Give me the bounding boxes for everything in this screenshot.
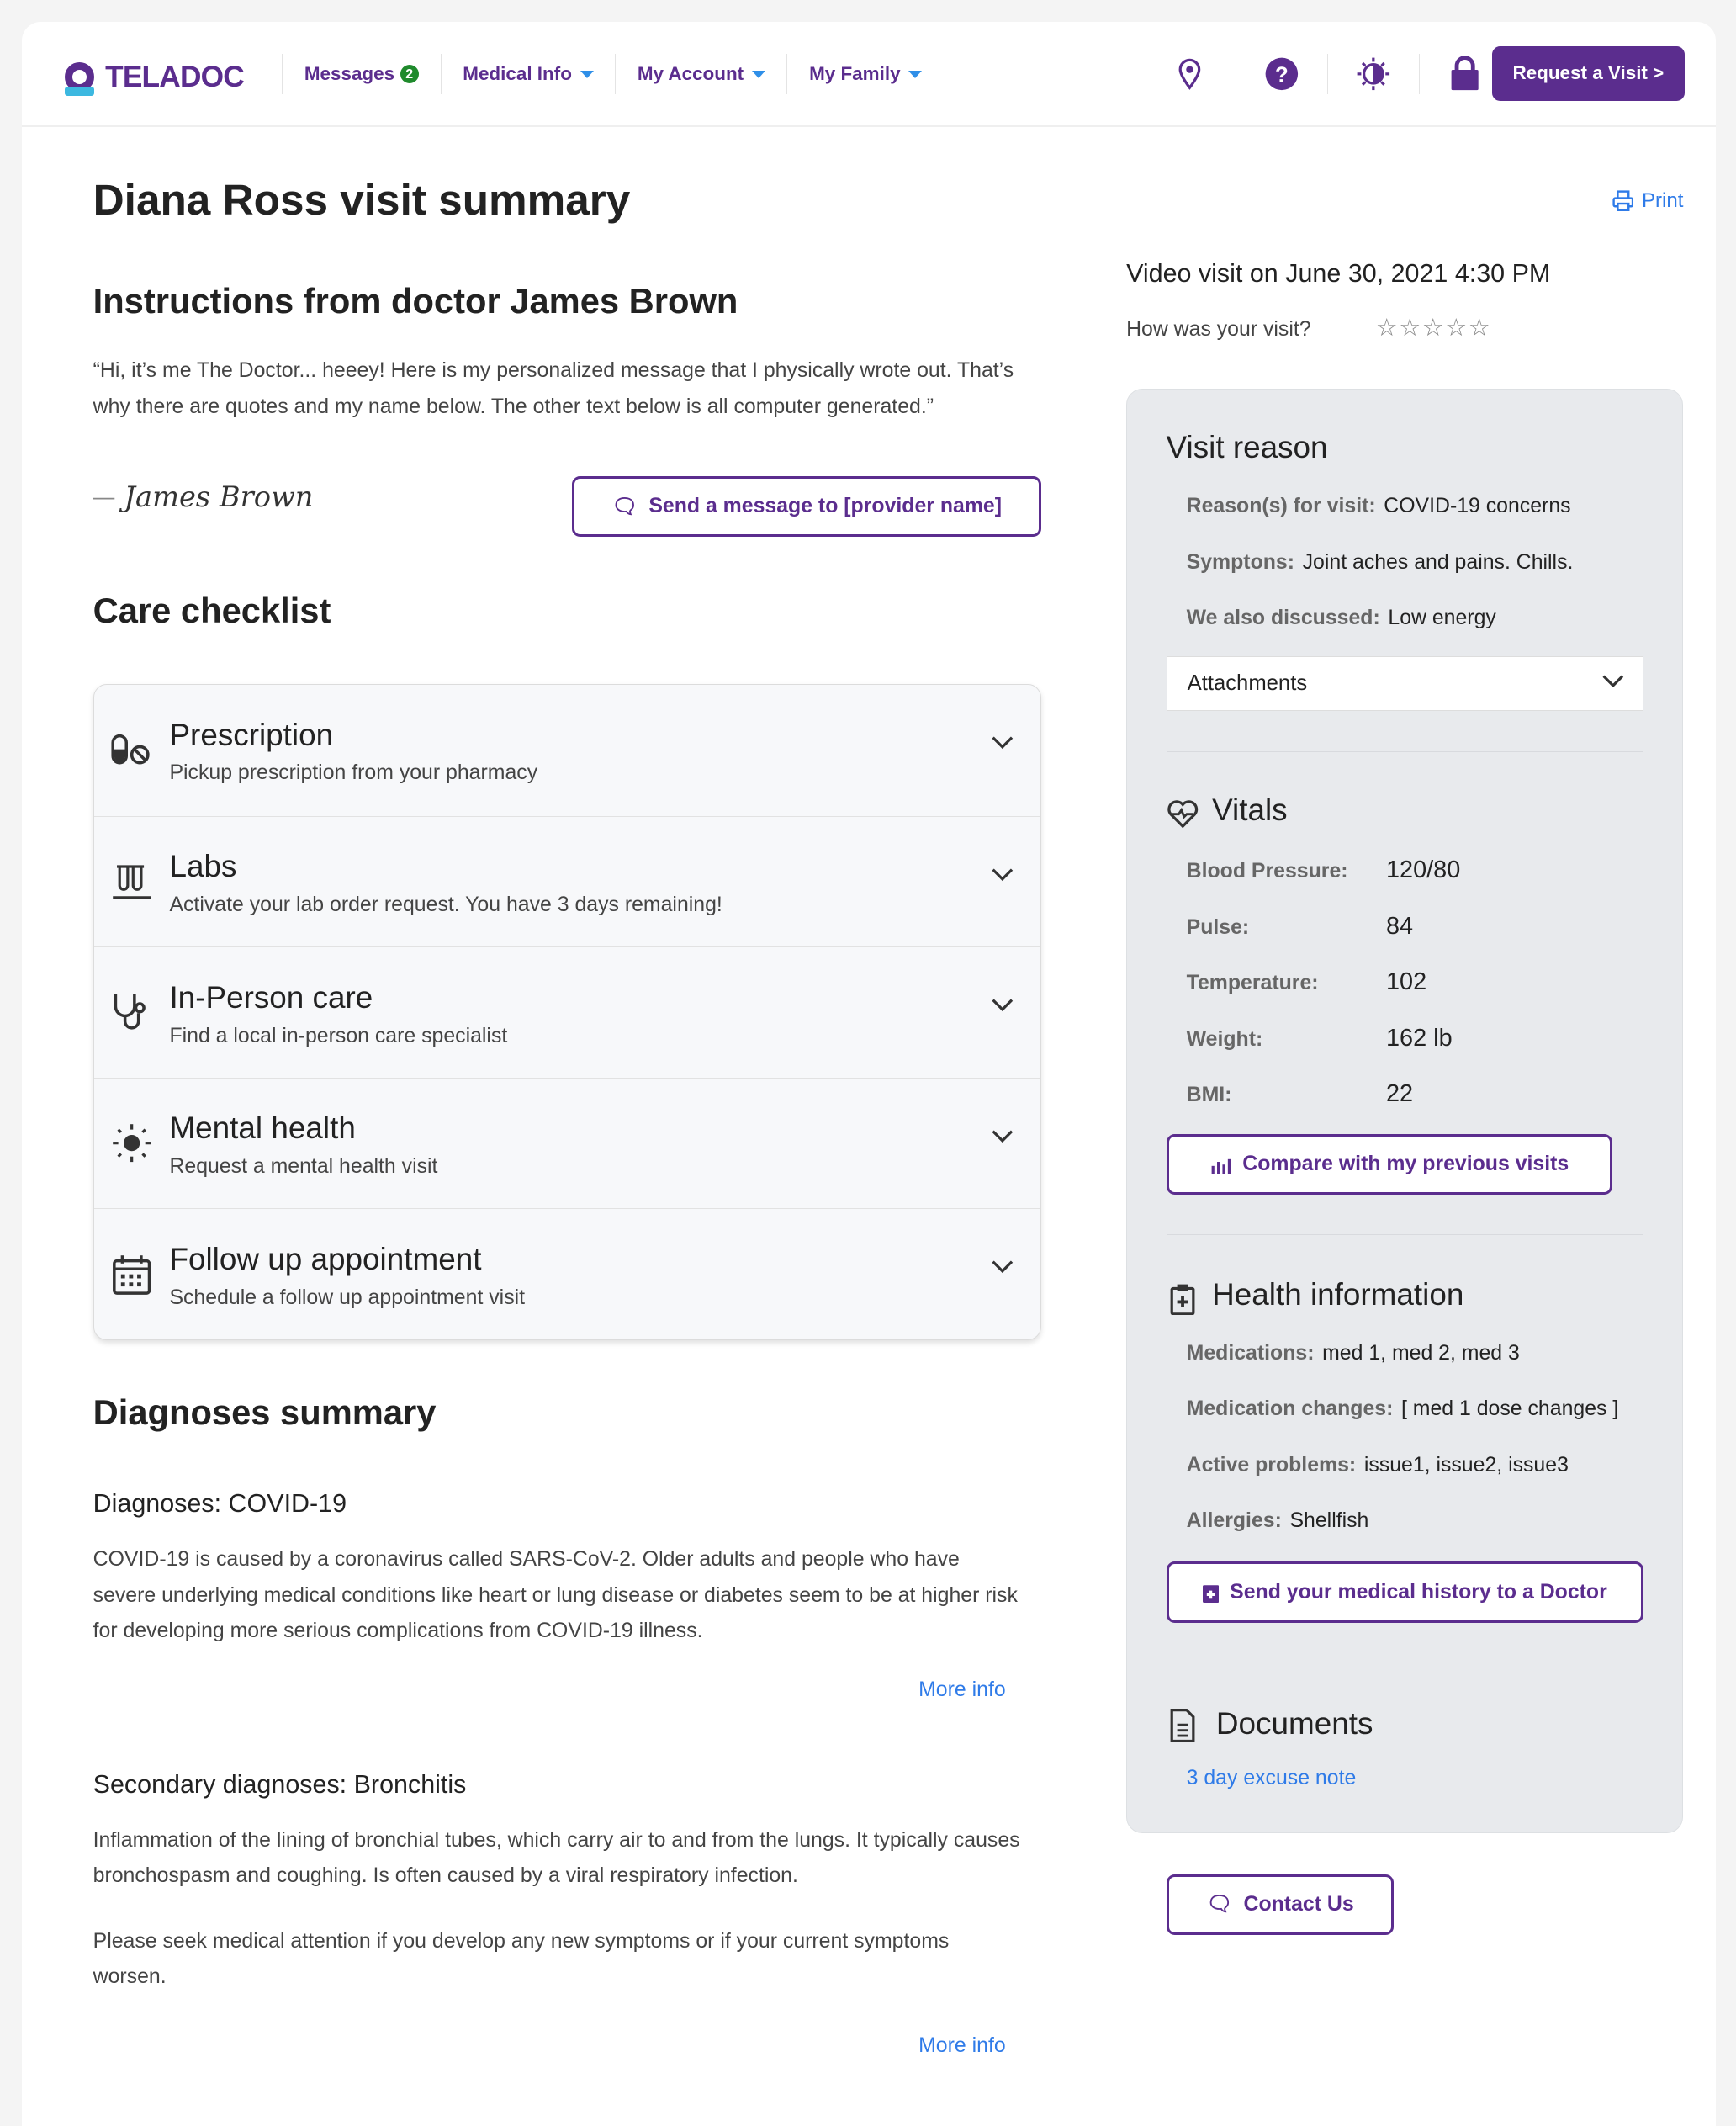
chevron-down-icon: [992, 1260, 1014, 1274]
logo-text: TELADOC: [105, 60, 244, 93]
checklist-item-in-person-care[interactable]: [94, 946, 1040, 1078]
button-label: Contact Us: [1243, 1892, 1354, 1916]
clipboard-medical-icon: [1169, 1283, 1196, 1315]
top-nav: [22, 22, 1716, 127]
chevron-down-icon: [992, 1130, 1014, 1143]
checklist-item-prescription[interactable]: [94, 685, 1040, 816]
health-row: [1187, 1509, 1369, 1533]
nav-label: My Account: [637, 63, 744, 85]
location-pin-icon[interactable]: [1144, 54, 1236, 94]
pill-icon: [110, 728, 153, 771]
button-label: Send a message to [provider name]: [648, 495, 1003, 518]
vital-label: Pulse:: [1186, 916, 1250, 940]
nav-label: Medical Info: [463, 63, 572, 85]
signature-dash: —: [93, 485, 115, 510]
checklist-item-mental-health[interactable]: [94, 1078, 1040, 1209]
caret-down-icon: [908, 71, 922, 78]
caret-down-icon: [752, 71, 765, 78]
request-visit-button[interactable]: Request a Visit >: [1492, 46, 1685, 102]
row-label: Medication changes:: [1186, 1397, 1394, 1420]
row-label: We also discussed:: [1186, 607, 1380, 630]
vital-value: 120/80: [1385, 856, 1461, 883]
star-icon[interactable]: ☆: [1399, 315, 1422, 342]
primary-diagnosis-text: COVID-19 is caused by a coronavirus called SARS-CoV-2. Older adults and people who have severe underlying medical conditions like heart or lung disease or diabetes seem to be at higher risk for developing more serious complications from COVID-19 illness.: [93, 1548, 1018, 1643]
sun-icon: [110, 1121, 153, 1164]
vital-row: [1187, 1025, 1453, 1052]
star-rating[interactable]: [1376, 313, 1491, 342]
chevron-down-icon: [1602, 675, 1624, 688]
secondary-diagnosis: Secondary diagnoses: Bronchitis: [93, 1770, 467, 1800]
vital-value: 162 lb: [1385, 1025, 1453, 1052]
star-icon[interactable]: ☆: [1375, 315, 1400, 342]
instructions-heading: Instructions from doctor James Brown: [93, 280, 738, 321]
primary-diagnosis: Diagnoses: COVID-19: [93, 1489, 347, 1519]
nav-label: Messages: [304, 63, 395, 85]
chevron-down-icon: [992, 868, 1014, 882]
chat-bubble-icon: 🗨: [611, 495, 638, 518]
star-icon[interactable]: ☆: [1468, 315, 1492, 342]
item-title: Labs: [169, 849, 237, 884]
logo-bar: [65, 87, 94, 96]
item-title: Prescription: [169, 717, 334, 752]
checklist-item-follow-up[interactable]: [94, 1208, 1040, 1339]
nav-messages[interactable]: [282, 54, 440, 94]
health-row: [1187, 1397, 1619, 1421]
row-value: Joint aches and pains. Chills.: [1302, 551, 1574, 575]
documents-heading: Documents: [1215, 1706, 1373, 1742]
svg-text:?: ?: [1275, 63, 1289, 87]
health-row: [1187, 1454, 1569, 1477]
doctor-message: “Hi, it’s me The Doctor... heeey! Here is my personalized message that I physically wrote out. That’s why there are quotes and my name below. The other text below is all computer generated.”: [93, 359, 1014, 418]
button-label: Compare with my previous visits: [1242, 1153, 1569, 1176]
clipboard-icon: [1203, 1583, 1219, 1603]
compare-visits-button[interactable]: [1167, 1134, 1613, 1195]
more-info-link-2[interactable]: More info: [918, 2034, 1006, 2058]
item-subtitle: Activate your lab order request. You have 3 days remaining!: [169, 893, 722, 917]
health-row: [1187, 1342, 1520, 1365]
page-card: [22, 22, 1716, 2126]
item-title: Follow up appointment: [169, 1241, 482, 1276]
divider: [1167, 751, 1644, 753]
nav-my-account[interactable]: [615, 54, 786, 94]
vital-label: BMI:: [1186, 1083, 1232, 1106]
vital-label: Blood Pressure:: [1186, 859, 1348, 883]
row-label: Active problems:: [1186, 1454, 1357, 1477]
item-subtitle: Request a mental health visit: [169, 1155, 438, 1179]
star-icon[interactable]: ☆: [1445, 315, 1469, 342]
header-icons: [1144, 54, 1511, 94]
print-label: Print: [1641, 188, 1684, 212]
nav-medical-info[interactable]: [441, 54, 616, 94]
chevron-down-icon: [992, 736, 1014, 750]
visit-date: Video visit on June 30, 2021 4:30 PM: [1126, 258, 1551, 288]
row-label: Symptons:: [1186, 551, 1295, 575]
seek-attention-text: Please seek medical attention if you develop any new symptoms or if your current symptoms worsen.: [93, 1929, 950, 1989]
attachments-label: Attachments: [1187, 671, 1308, 695]
vitals-heading: Vitals: [1212, 793, 1288, 828]
vital-row: [1187, 913, 1413, 941]
care-checklist-heading: Care checklist: [93, 591, 331, 631]
printer-icon: [1612, 190, 1634, 212]
diagnoses-heading: Diagnoses summary: [93, 1392, 437, 1432]
row-value: Low energy: [1388, 607, 1496, 630]
discussed-row: [1187, 607, 1496, 630]
nav-label: My Family: [809, 63, 901, 85]
health-info-heading: Health information: [1212, 1277, 1464, 1312]
nav-my-family[interactable]: [786, 54, 943, 94]
reasons-row: [1187, 495, 1571, 518]
doctor-signature: James Brown: [124, 480, 314, 513]
row-value: med 1, med 2, med 3: [1322, 1342, 1520, 1365]
contrast-theme-icon[interactable]: [1327, 54, 1419, 94]
care-checklist: [93, 684, 1041, 1340]
chart-icon: [1210, 1155, 1232, 1174]
vital-label: Weight:: [1186, 1028, 1263, 1052]
main-nav: [282, 54, 944, 94]
row-label: Medications:: [1186, 1342, 1315, 1365]
chevron-down-icon: [992, 999, 1014, 1012]
row-label: Allergies:: [1186, 1508, 1282, 1532]
send-medical-history-button[interactable]: [1167, 1561, 1644, 1622]
vital-value: 84: [1385, 913, 1414, 941]
symptoms-row: [1187, 551, 1574, 575]
vital-row: [1187, 968, 1427, 996]
teladoc-logo[interactable]: [65, 49, 244, 92]
rating-label: How was your visit?: [1126, 318, 1311, 342]
test-tubes-icon: [110, 860, 153, 903]
chat-bubble-icon: 🗨: [1206, 1893, 1233, 1917]
help-icon[interactable]: [1236, 54, 1327, 94]
item-title: In-Person care: [169, 979, 373, 1015]
calendar-icon: [110, 1253, 153, 1296]
button-label: Send your medical history to a Doctor: [1230, 1580, 1607, 1604]
send-message-button[interactable]: [572, 476, 1041, 537]
row-value: [ med 1 dose changes ]: [1400, 1397, 1619, 1420]
excuse-note-link[interactable]: 3 day excuse note: [1186, 1767, 1357, 1790]
visit-details-panel: [1126, 389, 1683, 1834]
item-title: Mental health: [169, 1111, 356, 1146]
stethoscope-icon: [110, 990, 153, 1033]
item-subtitle: Schedule a follow up appointment visit: [169, 1286, 526, 1309]
caret-down-icon: [580, 71, 594, 78]
visit-reason-heading: Visit reason: [1166, 429, 1328, 464]
messages-count-badge: 2: [400, 65, 419, 83]
checklist-item-labs[interactable]: [94, 816, 1040, 947]
divider: [1167, 1234, 1644, 1236]
vital-row: [1187, 1080, 1413, 1108]
vital-value: 102: [1385, 968, 1427, 995]
document-icon: [1169, 1709, 1196, 1742]
contact-us-button[interactable]: [1167, 1874, 1393, 1935]
item-subtitle: Pickup prescription from your pharmacy: [169, 761, 538, 785]
row-value: issue1, issue2, issue3: [1363, 1454, 1569, 1477]
row-value: COVID-19 concerns: [1384, 494, 1571, 517]
secondary-diagnosis-text: Inflammation of the lining of bronchial tubes, which carry air to and from the lungs. It typically causes bronchospasm and coughing. Is often caused by a viral respiratory infection.: [93, 1828, 1020, 1888]
star-icon[interactable]: ☆: [1421, 315, 1446, 342]
more-info-link[interactable]: More info: [918, 1678, 1006, 1701]
row-label: Reason(s) for visit:: [1186, 494, 1376, 517]
vital-row: [1187, 856, 1461, 884]
page-title: Diana Ross visit summary: [93, 176, 631, 225]
vital-label: Temperature:: [1186, 971, 1319, 994]
heart-pulse-icon: [1167, 799, 1199, 829]
vital-value: 22: [1385, 1079, 1414, 1107]
item-subtitle: Find a local in-person care specialist: [169, 1024, 508, 1047]
print-button[interactable]: [1612, 189, 1684, 213]
row-value: Shellfish: [1289, 1508, 1369, 1532]
attachments-dropdown[interactable]: [1167, 656, 1644, 710]
